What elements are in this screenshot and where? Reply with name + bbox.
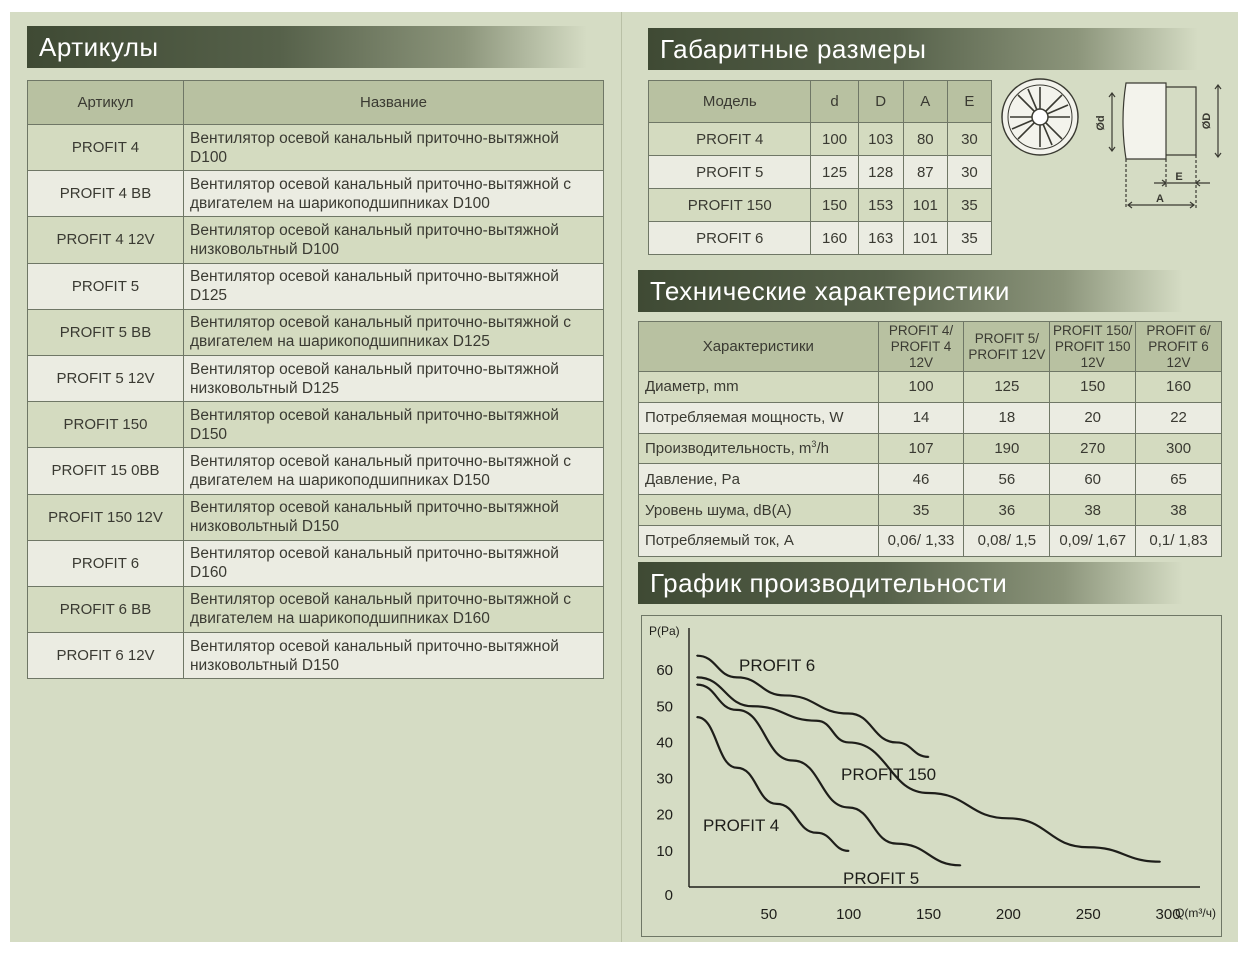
col-header-article: Артикул [28, 81, 184, 125]
article-row [28, 586, 604, 632]
spec-label-text: Давление, Pa [645, 470, 740, 488]
dimension-value: 100 [811, 123, 858, 156]
performance-chart [641, 615, 1222, 937]
spec-value: 20 [1050, 402, 1136, 433]
spec-column-header-line: PROFIT 5/ [974, 330, 1039, 346]
spec-value: 160 [1136, 372, 1222, 403]
col-header-d: d [811, 81, 858, 123]
dimension-value: 101 [903, 189, 947, 222]
diagram-label-A: A [1156, 193, 1164, 205]
data-point [928, 792, 930, 794]
article-name-line2: двигателем на шарикоподшипниках D160 [190, 610, 490, 628]
y-tick-label: 50 [656, 698, 673, 716]
spec-column-header-line: PROFIT 6 12V [1148, 338, 1209, 370]
spec-row [639, 433, 1222, 464]
diagram-label-E: E [1175, 171, 1183, 183]
x-tick-label: 150 [916, 906, 942, 923]
article-code: PROFIT 4 BB [28, 171, 184, 217]
spec-label-text: Потребляемая мощность, W [645, 409, 844, 427]
data-point [1159, 861, 1161, 863]
fan-side-outline [1109, 83, 1221, 209]
article-code: PROFIT 5 12V [28, 355, 184, 401]
dimension-row [649, 156, 992, 189]
dimension-value: 150 [811, 189, 858, 222]
dimension-model: PROFIT 150 [649, 189, 811, 222]
article-code: PROFIT 150 [28, 402, 184, 448]
article-row [28, 309, 604, 355]
article-name-line1: Вентилятор осевой канальный приточно-вытяжной [190, 499, 559, 517]
data-point [736, 709, 738, 711]
article-name [184, 355, 604, 401]
article-name-line1: Вентилятор осевой канальный приточно-вытяжной [190, 406, 559, 424]
col-header-name: Название [184, 81, 604, 125]
dimension-value: 101 [903, 222, 947, 255]
dimension-value: 103 [858, 123, 903, 156]
article-row [28, 402, 604, 448]
data-point [752, 705, 754, 707]
article-name-line1: Вентилятор осевой канальный приточно-вытяжной [190, 221, 559, 239]
article-name [184, 309, 604, 355]
dimension-value: 80 [903, 123, 947, 156]
dimension-row [649, 123, 992, 156]
dimension-value: 30 [947, 123, 991, 156]
spec-value: 18 [964, 402, 1050, 433]
spec-value: 125 [964, 372, 1050, 403]
article-name-line2: двигателем на шарикоподшипниках D125 [190, 333, 490, 351]
article-name-line2: D125 [190, 287, 228, 305]
article-name [184, 540, 604, 586]
spec-label [639, 464, 879, 495]
col-header-model: Модель [649, 81, 811, 123]
article-name [184, 448, 604, 494]
diagram-label-d: Ød [1095, 115, 1107, 131]
article-name-line2: D100 [190, 148, 228, 166]
dimension-diagram [996, 75, 1236, 215]
spec-label-sup: 3 [811, 439, 817, 450]
data-point [1087, 846, 1089, 848]
col-header-E: E [947, 81, 991, 123]
specs-table [638, 321, 1222, 557]
curve-label: PROFIT 5 [843, 869, 920, 888]
data-point [1008, 818, 1010, 820]
spec-value: 22 [1136, 402, 1222, 433]
article-name-line2: D150 [190, 425, 228, 443]
article-row [28, 633, 604, 679]
dimension-value: 35 [947, 189, 991, 222]
spec-value: 14 [878, 402, 964, 433]
data-point [696, 716, 698, 718]
dimension-value: 30 [947, 156, 991, 189]
data-point [816, 832, 818, 834]
col-header-characteristic: Характеристики [639, 322, 879, 372]
data-point [928, 756, 930, 758]
article-row [28, 125, 604, 171]
article-name-line2: низковольтный D125 [190, 379, 339, 397]
article-code: PROFIT 4 [28, 125, 184, 171]
article-name-line2: двигателем на шарикоподшипниках D150 [190, 471, 490, 489]
spec-value: 38 [1050, 495, 1136, 526]
spec-value: 56 [964, 464, 1050, 495]
article-name [184, 494, 604, 540]
col-header-D: D [858, 81, 903, 123]
article-code: PROFIT 15 0BB [28, 448, 184, 494]
article-row [28, 263, 604, 309]
spec-column-header [1136, 322, 1222, 372]
data-point [696, 684, 698, 686]
spec-row [639, 402, 1222, 433]
article-name-line2: двигателем на шарикоподшипниках D100 [190, 194, 490, 212]
article-name-line1: Вентилятор осевой канальный приточно-вытяжной с [190, 591, 571, 609]
data-point [776, 803, 778, 805]
article-code: PROFIT 5 BB [28, 309, 184, 355]
spec-column-header [878, 322, 964, 372]
dimension-model: PROFIT 5 [649, 156, 811, 189]
spec-value: 100 [878, 372, 964, 403]
dimension-value: 35 [947, 222, 991, 255]
article-name-line1: Вентилятор осевой канальный приточно-вытяжной [190, 268, 559, 286]
article-row [28, 540, 604, 586]
spec-column-header [1050, 322, 1136, 372]
spec-column-header-line: PROFIT 150 [1054, 338, 1131, 354]
spec-value: 0,1/ 1,83 [1136, 525, 1222, 556]
data-point [736, 677, 738, 679]
y-tick-label: 60 [656, 662, 673, 680]
dimension-model: PROFIT 6 [649, 222, 811, 255]
data-point [784, 695, 786, 697]
spec-value: 190 [964, 433, 1050, 464]
article-name-line2: низковольтный D150 [190, 656, 339, 674]
spec-value: 0,09/ 1,67 [1050, 525, 1136, 556]
spec-label [639, 525, 879, 556]
data-point [816, 720, 818, 722]
spec-value: 35 [878, 495, 964, 526]
spec-row [639, 495, 1222, 526]
spec-row [639, 372, 1222, 403]
dimension-value: 160 [811, 222, 858, 255]
spec-value: 0,06/ 1,33 [878, 525, 964, 556]
article-name-line1: Вентилятор осевой канальный приточно-вытяжной [190, 129, 559, 147]
x-axis-label: Q(m³/ч) [1175, 906, 1216, 920]
article-name-line2: D160 [190, 564, 228, 582]
spec-row [639, 525, 1222, 556]
spec-column-header-line: PROFIT 12V [968, 346, 1046, 362]
article-name-line1: Вентилятор осевой канальный приточно-вытяжной с [190, 175, 571, 193]
data-point [696, 655, 698, 657]
spec-value: 270 [1050, 433, 1136, 464]
spec-value: 36 [964, 495, 1050, 526]
data-point [736, 767, 738, 769]
article-name-line1: Вентилятор осевой канальный приточно-вытяжной [190, 637, 559, 655]
spec-value: 46 [878, 464, 964, 495]
article-name-line1: Вентилятор осевой канальный приточно-вытяжной [190, 360, 559, 378]
performance-title: График производительности [638, 562, 1183, 604]
dimension-row [649, 222, 992, 255]
spec-value: 300 [1136, 433, 1222, 464]
articles-table [27, 80, 604, 679]
dimension-value: 128 [858, 156, 903, 189]
diagram-label-D: ØD [1201, 112, 1213, 130]
spec-value: 150 [1050, 372, 1136, 403]
data-point [792, 760, 794, 762]
article-code: PROFIT 6 [28, 540, 184, 586]
spec-value: 0,08/ 1,5 [964, 525, 1050, 556]
y-tick-label: 40 [656, 734, 673, 752]
data-point [848, 713, 850, 715]
fan-front-icon [1002, 79, 1078, 155]
spec-value: 65 [1136, 464, 1222, 495]
article-name [184, 171, 604, 217]
spec-column-header-line: PROFIT 6/ [1146, 322, 1211, 338]
article-row [28, 494, 604, 540]
x-tick-label: 200 [995, 906, 1021, 923]
spec-label [639, 402, 879, 433]
y-tick-label: 0 [664, 887, 673, 904]
data-point [848, 850, 850, 852]
y-tick-label: 30 [656, 770, 673, 788]
data-point [848, 807, 850, 809]
article-name [184, 125, 604, 171]
spec-label-text: Потребляемый ток, A [645, 532, 794, 550]
spec-label [639, 372, 879, 403]
dimensions-table [648, 80, 992, 255]
data-point [896, 742, 898, 744]
article-name [184, 586, 604, 632]
spec-column-header-line: PROFIT 4/ [888, 322, 954, 338]
spec-label-text: Производительность, m [645, 440, 812, 458]
dimension-value: 163 [858, 222, 903, 255]
spec-label-text: Диаметр, mm [645, 378, 739, 396]
x-tick-label: 250 [1075, 906, 1101, 923]
dimension-row [649, 189, 992, 222]
x-tick-label: 300 [1155, 906, 1181, 923]
data-point [696, 677, 698, 679]
spec-label [639, 433, 879, 464]
article-row [28, 448, 604, 494]
article-name-line1: Вентилятор осевой канальный приточно-вытяжной [190, 545, 559, 563]
article-code: PROFIT 6 BB [28, 586, 184, 632]
x-tick-label: 100 [836, 906, 862, 923]
curve-label: PROFIT 150 [841, 765, 937, 784]
spec-column-header-line: PROFIT 150/ [1053, 322, 1133, 338]
spec-label [639, 495, 879, 526]
data-point [848, 742, 850, 744]
article-row [28, 171, 604, 217]
article-code: PROFIT 150 12V [28, 494, 184, 540]
specs-title: Технические характеристики [638, 270, 1183, 312]
y-tick-label: 10 [656, 842, 673, 860]
spec-label-text: Уровень шума, dB(A) [645, 501, 792, 519]
spec-column-header [964, 322, 1050, 372]
article-name-line2: низковольтный D150 [190, 518, 339, 536]
spec-value: 38 [1136, 495, 1222, 526]
y-axis-label: P(Pa) [649, 624, 680, 638]
data-point [896, 843, 898, 845]
article-code: PROFIT 4 12V [28, 217, 184, 263]
spec-row [639, 464, 1222, 495]
dimension-value: 153 [858, 189, 903, 222]
spec-label-tail: /h [816, 440, 829, 458]
dimension-value: 87 [903, 156, 947, 189]
y-tick-label: 20 [656, 806, 673, 824]
article-name-line1: Вентилятор осевой канальный приточно-вытяжной с [190, 452, 571, 470]
article-code: PROFIT 5 [28, 263, 184, 309]
article-row [28, 355, 604, 401]
article-name [184, 217, 604, 263]
dimensions-title: Габаритные размеры [648, 28, 1198, 70]
article-name-line1: Вентилятор осевой канальный приточно-вытяжной с [190, 314, 571, 332]
x-tick-label: 50 [760, 906, 778, 923]
spec-value: 107 [878, 433, 964, 464]
data-point [960, 865, 962, 867]
article-name [184, 633, 604, 679]
spec-column-header-line: PROFIT 4 12V [890, 338, 952, 370]
articles-title: Артикулы [27, 26, 587, 68]
article-name-line2: низковольтный D100 [190, 240, 339, 258]
article-name [184, 402, 604, 448]
dimension-value: 125 [811, 156, 858, 189]
curve-label: PROFIT 4 [703, 816, 780, 835]
curve-label: PROFIT 6 [739, 656, 816, 675]
article-code: PROFIT 6 12V [28, 633, 184, 679]
col-header-A: A [903, 81, 947, 123]
article-row [28, 217, 604, 263]
spec-column-header-line: 12V [1080, 354, 1105, 370]
dimension-model: PROFIT 4 [649, 123, 811, 156]
spec-value: 60 [1050, 464, 1136, 495]
article-name [184, 263, 604, 309]
